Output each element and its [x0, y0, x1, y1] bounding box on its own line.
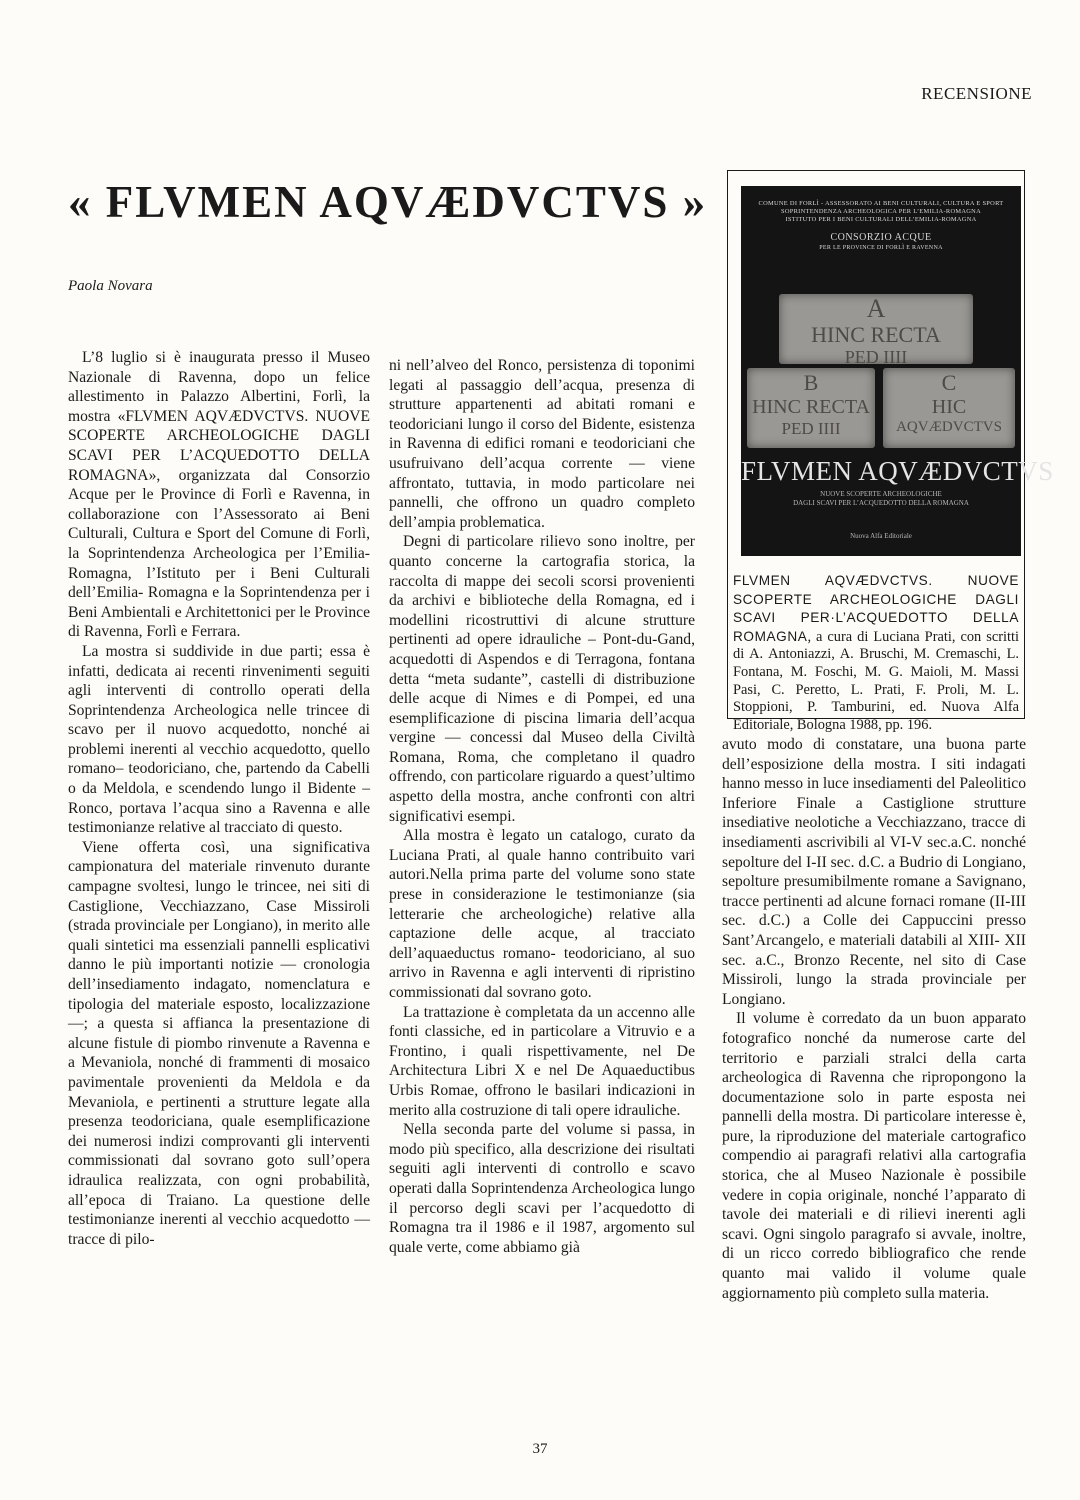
paragraph: La trattazione è completata da un accenno alle fonti classiche, ed in particolare a Vitruvio e a Frontino, i quali rispettivamente, nel De Architectura Libri X e nel De Aquaeductibus Urbis Romae, offrono le basilari indicazioni in merito alla costruzione di tali opere idrauliche.: [389, 1003, 695, 1119]
cover-subtitle: NUOVE SCOPERTE ARCHEOLOGICHE DAGLI SCAVI PER L’ACQUEDOTTO DELLA ROMAGNA: [793, 490, 969, 507]
caption-book-title: FLVMEN AQVÆDVCTVS. NUOVE SCOPERTE ARCHEOLOGICHE DAGLI SCAVI PER·L’ACQUEDOTTO DELLA ROMAGNA: [733, 573, 1019, 644]
paragraph: L’8 luglio si è inaugurata presso il Museo Nazionale di Ravenna, dopo un felice allestimento in Palazzo Albertini, Forlì, la mostra «FLVMEN AQVÆDVCTVS. NUOVE SCOPERTE ARCHEOLOGICHE DAGLI SCAVI PER L’ACQUEDOTTO DELLA ROMAGNA», organizzata dal Consorzio Acque per le Province di Forlì e Ravenna, in collaborazione con l’Assessorato ai Beni Culturali, Cultura e Sport del Comune di Forlì, la Soprintendenza Archeologica per l’Emilia-Romagna, l’Istituto per i Beni Culturali dell’Emilia- Romagna e la Soprintendenza per i Beni Ambientali e Architettonici per le Province di Ravenna, Forlì e Ferrara.: [68, 349, 370, 641]
caption-details: , a cura di Luciana Prati, con scritti di A. Antoniazzi, A. Bruschi, M. Cremaschi, L. Fontana, M. Foschi, M. G. Maioli, M. Massi Pasi, C. Peretto, L. Prati, F. Proli, M. L. Stoppioni, P. Tamburini, ed. Nuova Alfa Editoriale, Bologna 1988, pp. 196.: [733, 628, 1019, 733]
paragraph: Alla mostra è legato un catalogo, curato da Luciana Prati, al quale hanno contribuito vari autori.Nella prima parte del volume sono state prese in considerazione le testimonianze (sia letterarie che archeologiche) relative alla captazione delle acque, al tracciato dell’aquaeductus romano- teodoriciano, al suo arrivo in Ravenna e agli interventi di ripristino commissionati dal sovrano goto.: [389, 827, 695, 1001]
cover-publisher-line: ISTITUTO PER I BENI CULTURALI DELL’EMILIA-ROMAGNA: [785, 216, 977, 223]
text-column-3: [722, 735, 1026, 1303]
page-number: 37: [532, 1441, 548, 1457]
inscription-stone-a: A HINC RECTA PED IIII: [779, 294, 973, 364]
article-author: Paola Novara: [68, 278, 153, 294]
book-caption: [733, 572, 1019, 734]
text-column-2: [389, 356, 695, 1257]
text-column-1: [68, 348, 370, 1249]
cover-title: FLVMEN AQVÆDVCTVS: [741, 456, 1054, 486]
cover-publisher: Nuova Alfa Editoriale: [850, 532, 912, 540]
paragraph: Il volume è corredato da un buon apparato fotografico nonché da numerose carte del territorio e parziali stralci della carta archeologica di Ravenna che ripropongono la documentazione solo in parte esposta nei pannelli della mostra. Di particolare interesse è, pure, la riproduzione del materiale cartografico compendio ai paragrafi relativi alla cartografia storica, che al Museo Nazionale è possibile vedere in copia originale, nonché l’apparato di tavole dei materiali e di rilievi inerenti agli scavi. Ogni singolo paragrafo si avvale, inoltre, di un ricco corredo bibliografico che rende quanto mai valido il volume quale aggiornamento più completo sulla materia.: [722, 1010, 1026, 1302]
paragraph: La mostra si suddivide in due parti; essa è infatti, dedicata ai recenti rinvenimenti seguiti agli interventi di controllo operati della Soprintendenza Archeologica nelle trincee di scavo per il nuovo acquedotto, nonché ai problemi inerenti al vecchio acquedotto, quello romano– teodoriciano, che, partendo da Cabelli o da Meldola, e scendendo lungo il Bidente – Ronco, portava l’acqua sino a Ravenna e alle testimonianze relative al tracciato di questo.: [68, 642, 370, 837]
inscription-stone-c: C HIC AQVÆDVCTVS: [883, 368, 1015, 448]
book-cover-image: [741, 186, 1054, 556]
cover-publisher-line: COMUNE DI FORLÌ - ASSESSORATO AI BENI CULTURALI, CULTURA E SPORT: [758, 200, 1004, 207]
section-label: RECENSIONE: [921, 84, 1032, 103]
cover-consorzio: CONSORZIO ACQUE: [830, 232, 932, 243]
paragraph: Degni di particolare rilievo sono inoltre, per quanto concerne la cartografia storica, la raccolta di mappe dei secoli scorsi provenienti da archivi e biblioteche della Romagna, ed i modellini ricostruttivi di alcune strutture pertinenti ad opere idrauliche – Pont-du-Gand, acquedotti di Aspendos e di Terragona, fontana detta “meta sudante”, castelli di distribuzione delle acque di Nimes e di Pompei, ed una esemplificazione di piscina limaria dell’acqua vergine — concessi dal Museo della Civiltà Romana, Roma, che completano il quadro offrendo, con particolare riguardo a quest’ultimo aspetto della mostra, anche confronti con altri significativi esempi.: [389, 533, 695, 825]
paragraph: Viene offerta così, una significativa campionatura del materiale rinvenuto durante campagne svoltesi, lungo le trincee, nei siti di Castiglione, Vecchiazzano, Case Missiroli (strada provinciale per Longiano), in merito alle quali sintetici ma essenziali pannelli esplicativi danno le più importanti notizie — cronologia dell’insediamento indagato, nomenclatura e tipologia del materiale esposto, localizzazione —; a questa si affianca la presentazione di alcune fistule di piombo rinvenute a Ravenna e a Mevaniola, nonché di frammenti di mosaico pavimentale provenienti da Meldola e da Mevaniola, e pertinenti a strutture legate alla presenza teodoriciana, quale esemplificazione dei numerosi indizi comprovanti gli interventi commissionati dal sovrano goto sull’opera idraulica realizzata, con ogni probabilità, all’epoca di Traiano. La questione delle testimonianze inerenti al vecchio acquedotto — tracce di pilo-: [68, 838, 370, 1248]
paragraph: avuto modo di constatare, una buona parte dell’esposizione della mostra. I siti indagati hanno messo in luce insediamenti del Paleolitico Inferiore Finale a Castiglione strutture insediative neolotiche a Vecchiazzano, tracce di insediamenti ascrivibili al VI-V sec.a.C. nonché sepolture del I-II sec. d.C. a Budrio di Longiano, sepolture presumibilmente romane a Savignano, tracce pertinenti ad alcune fornaci romane (II-III sec. d.C.) a Colle dei Cappuccini presso Sant’Arcangelo, e materiali databili al XIII- XII sec. a.C., Bronzo Recente, nel sito di Case Missiroli, lungo la strada provinciale per Longiano.: [722, 736, 1027, 1008]
inscription-stone-b: B HINC RECTA PED IIII: [747, 368, 875, 448]
cover-consorzio-sub: PER LE PROVINCE DI FORLÌ E RAVENNA: [819, 245, 943, 251]
cover-publisher-line: SOPRINTENDENZA ARCHEOLOGICA PER L’EMILIA-ROMAGNA: [780, 208, 982, 215]
article-title: « FLVMEN AQVÆDVCTVS »: [68, 177, 708, 227]
paragraph: ni nell’alveo del Ronco, persistenza di toponimi legati al passaggio dell’acqua, presenza di strutture appartenenti ad abitati romani e teodoriciani lungo il corso del Bidente, esistenza in Ravenna di edifici romani e teodoriciani che usufruivano dell’acqua corrente — viene affrontato, tuttavia, in modo particolare nei pannelli, che offrono un quadro completo dell’ampia problematica.: [389, 357, 695, 531]
paragraph: Nella seconda parte del volume si passa, in modo più specifico, alla descrizione dei risultati seguiti agli interventi di controllo e scavo operati dalla Soprintendenza Archeologica lungo il percorso degli scavi per l’acquedotto di Romagna tra il 1986 e il 1987, argomento sul quale verte, come abbiamo già: [389, 1121, 695, 1256]
